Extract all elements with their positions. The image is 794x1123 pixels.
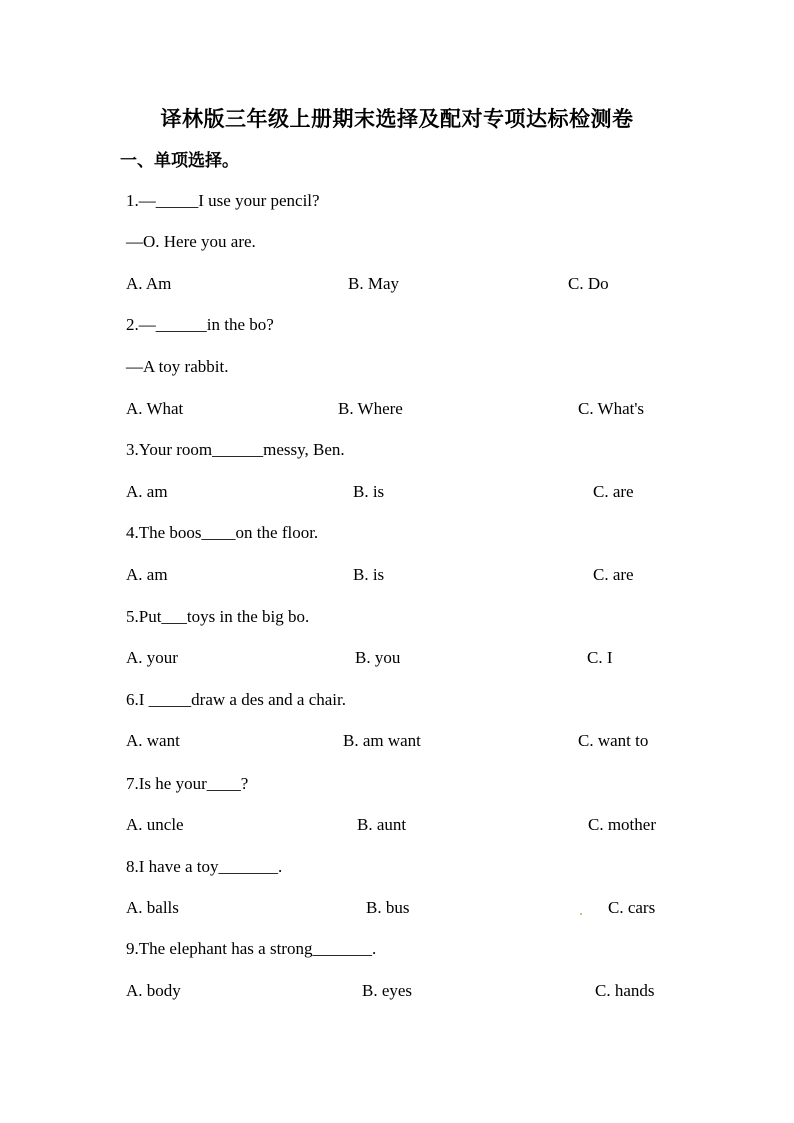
question-7-option-c: C. mother (588, 815, 656, 834)
page-title: 译林版三年级上册期末选择及配对专项达标检测卷 (160, 106, 634, 131)
question-8-option-a: A. balls (126, 898, 179, 917)
question-9-option-b: B. eyes (362, 981, 413, 1000)
question-2-option-c: C. What's (578, 399, 645, 418)
question-9-option-c: C. hands (595, 981, 655, 1000)
ink-speck (580, 913, 582, 915)
section-heading: 一、单项选择。 (120, 151, 239, 171)
question-7-stem: 7.Is he your____? (126, 774, 249, 793)
question-8-option-c: C. cars (608, 898, 656, 917)
question-6-option-c: C. want to (578, 731, 649, 750)
question-4-option-a: A. am (126, 565, 168, 584)
question-1-option-c: C. Do (568, 274, 609, 293)
question-3-option-b: B. is (353, 482, 385, 501)
question-4-option-c: C. are (593, 565, 634, 584)
question-2-option-b: B. Where (338, 399, 403, 418)
question-4-stem: 4.The boos____on the floor. (126, 523, 319, 542)
question-6-option-b: B. am want (343, 731, 421, 750)
question-1-option-a: A. Am (126, 274, 172, 293)
question-7-option-b: B. aunt (357, 815, 407, 834)
question-6-option-a: A. want (126, 731, 180, 750)
question-5-option-b: B. you (355, 648, 401, 667)
question-9-option-a: A. body (126, 981, 181, 1000)
question-3-stem: 3.Your room______messy, Ben. (126, 440, 345, 459)
question-5-stem: 5.Put___toys in the big bo. (126, 607, 310, 626)
question-1-stem: 1.—_____I use your pencil? (126, 191, 320, 210)
question-3-option-c: C. are (593, 482, 634, 501)
question-1-answer-line: —O. Here you are. (126, 232, 256, 251)
question-5-option-a: A. your (126, 648, 178, 667)
question-1-option-b: B. May (348, 274, 399, 293)
question-9-stem: 9.The elephant has a strong_______. (126, 939, 377, 958)
question-2-stem: 2.—______in the bo? (126, 315, 274, 334)
question-4-option-b: B. is (353, 565, 385, 584)
question-7-option-a: A. uncle (126, 815, 184, 834)
question-2-answer-line: —A toy rabbit. (126, 357, 229, 376)
question-6-stem: 6.I _____draw a des and a chair. (126, 690, 346, 709)
question-8-stem: 8.I have a toy_______. (126, 857, 283, 876)
question-8-option-b: B. bus (366, 898, 410, 917)
question-3-option-a: A. am (126, 482, 168, 501)
question-2-option-a: A. What (126, 399, 184, 418)
question-5-option-c: C. I (587, 648, 613, 667)
